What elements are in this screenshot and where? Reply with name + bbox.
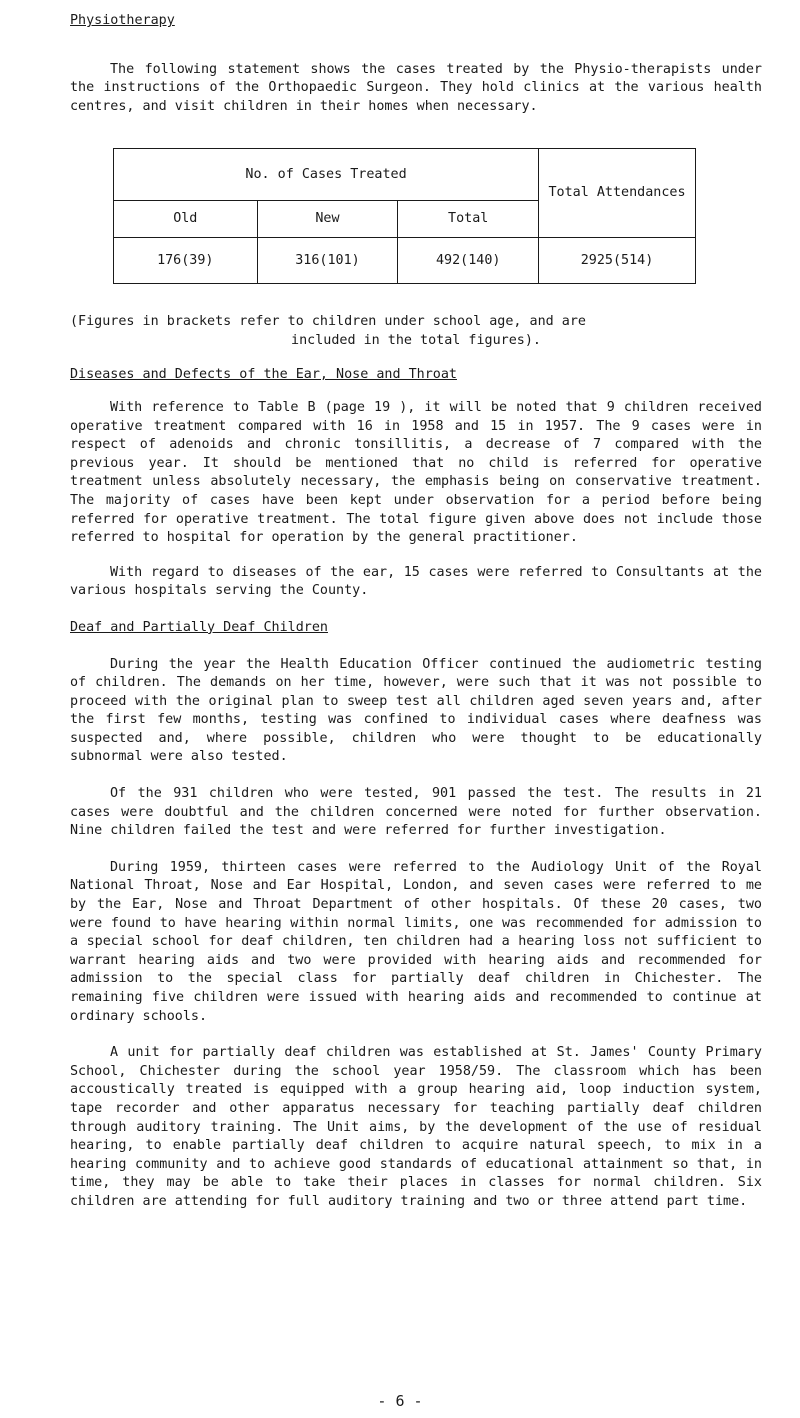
ent-paragraph-2: With regard to diseases of the ear, 15 cases were referred to Consultants at the various hospitals serving the County. <box>70 564 762 599</box>
cell-old: 176(39) <box>114 238 258 284</box>
cell-new: 316(101) <box>257 238 398 284</box>
section-heading-ent: Diseases and Defects of the Ear, Nose and Throat <box>70 367 457 383</box>
table-note <box>70 312 762 350</box>
header-total-attendances: Total Attendances <box>539 149 696 238</box>
note-line-2: included in the total figures). <box>291 333 541 349</box>
intro-paragraph: The following statement shows the cases treated by the Physio-therapists under the instructions of the Orthopaedic Surgeon. They hold clinics at the various health centres, and visit children in their homes when necessary. <box>70 61 762 114</box>
header-cases-treated: No. of Cases Treated <box>114 149 539 201</box>
ent-paragraph-1: With reference to Table B (page 19 ), it will be noted that 9 children received operative treatment compared with 16 in 1958 and 15 in 1957. The 9 cases were in respect of adenoids and chronic tonsillitis, a decrease of 7 compared with the previous year. It should be mentioned that no child is referred for operative treatment unless absolutely necessary, the emphasis being on conservative treatment. The majority of cases have been kept under observation for a period before being referred for operative treatment. The total figure given above does not include those referred to hospital for operation by the general practitioner. <box>70 399 762 546</box>
col-new: New <box>257 201 398 238</box>
cell-total: 492(140) <box>398 238 539 284</box>
page-number: - 6 - <box>377 1392 423 1410</box>
deaf-paragraph-2: Of the 931 children who were tested, 901 passed the test. The results in 21 cases were doubtful and the children concerned were noted for further observation. Nine children failed the test and were referred for further investigation. <box>70 786 762 839</box>
section-heading-deaf: Deaf and Partially Deaf Children <box>70 619 328 635</box>
page-title: Physiotherapy <box>70 13 175 28</box>
col-total: Total <box>398 201 539 238</box>
deaf-paragraph-1: During the year the Health Education Officer continued the audiometric testing of children. The demands on her time, however, were such that it was not possible to proceed with the original plan to sweep test all children aged seven years and, after the first few months, testing was confined to individual cases where deafness was suspected and, where possible, children who were thought to be educationally subnormal were also tested. <box>70 656 762 765</box>
table-row <box>114 238 696 284</box>
col-old: Old <box>114 201 258 238</box>
note-line-1: (Figures in brackets refer to children under school age, and are <box>70 314 586 330</box>
document-page <box>70 12 762 1212</box>
cases-table <box>113 148 696 284</box>
deaf-paragraph-4: A unit for partially deaf children was established at St. James' County Primary School, Chichester during the school year 1958/59. The classroom which has been accoustically treated is equipped with a group hearing aid, loop induction system, tape recorder and other apparatus necessary for teaching partially deaf children through auditory training. The Unit aims, by the development of the use of residual hearing, to enable partially deaf children to acquire natural speech, to mix in a hearing community and to achieve good standards of educational attainment so that, in time, they may be able to take their places in classes for normal children. Six children are attending for full auditory training and two or three attend part time. <box>70 1045 762 1209</box>
deaf-paragraph-3: During 1959, thirteen cases were referred to the Audiology Unit of the Royal National Throat, Nose and Ear Hospital, London, and seven cases were referred to me by the Ear, Nose and Throat Department of other hospitals. Of these 20 cases, two were found to have hearing within normal limits, one was recommended for admission to a special school for deaf children, ten children had a hearing loss not sufficient to warrant hearing aids and two were provided with hearing aids and recommended for admission to the special class for partially deaf children in Chichester. The remaining five children were issued with hearing aids and recommended to continue at ordinary schools. <box>70 859 762 1024</box>
cell-attendances: 2925(514) <box>539 238 696 284</box>
